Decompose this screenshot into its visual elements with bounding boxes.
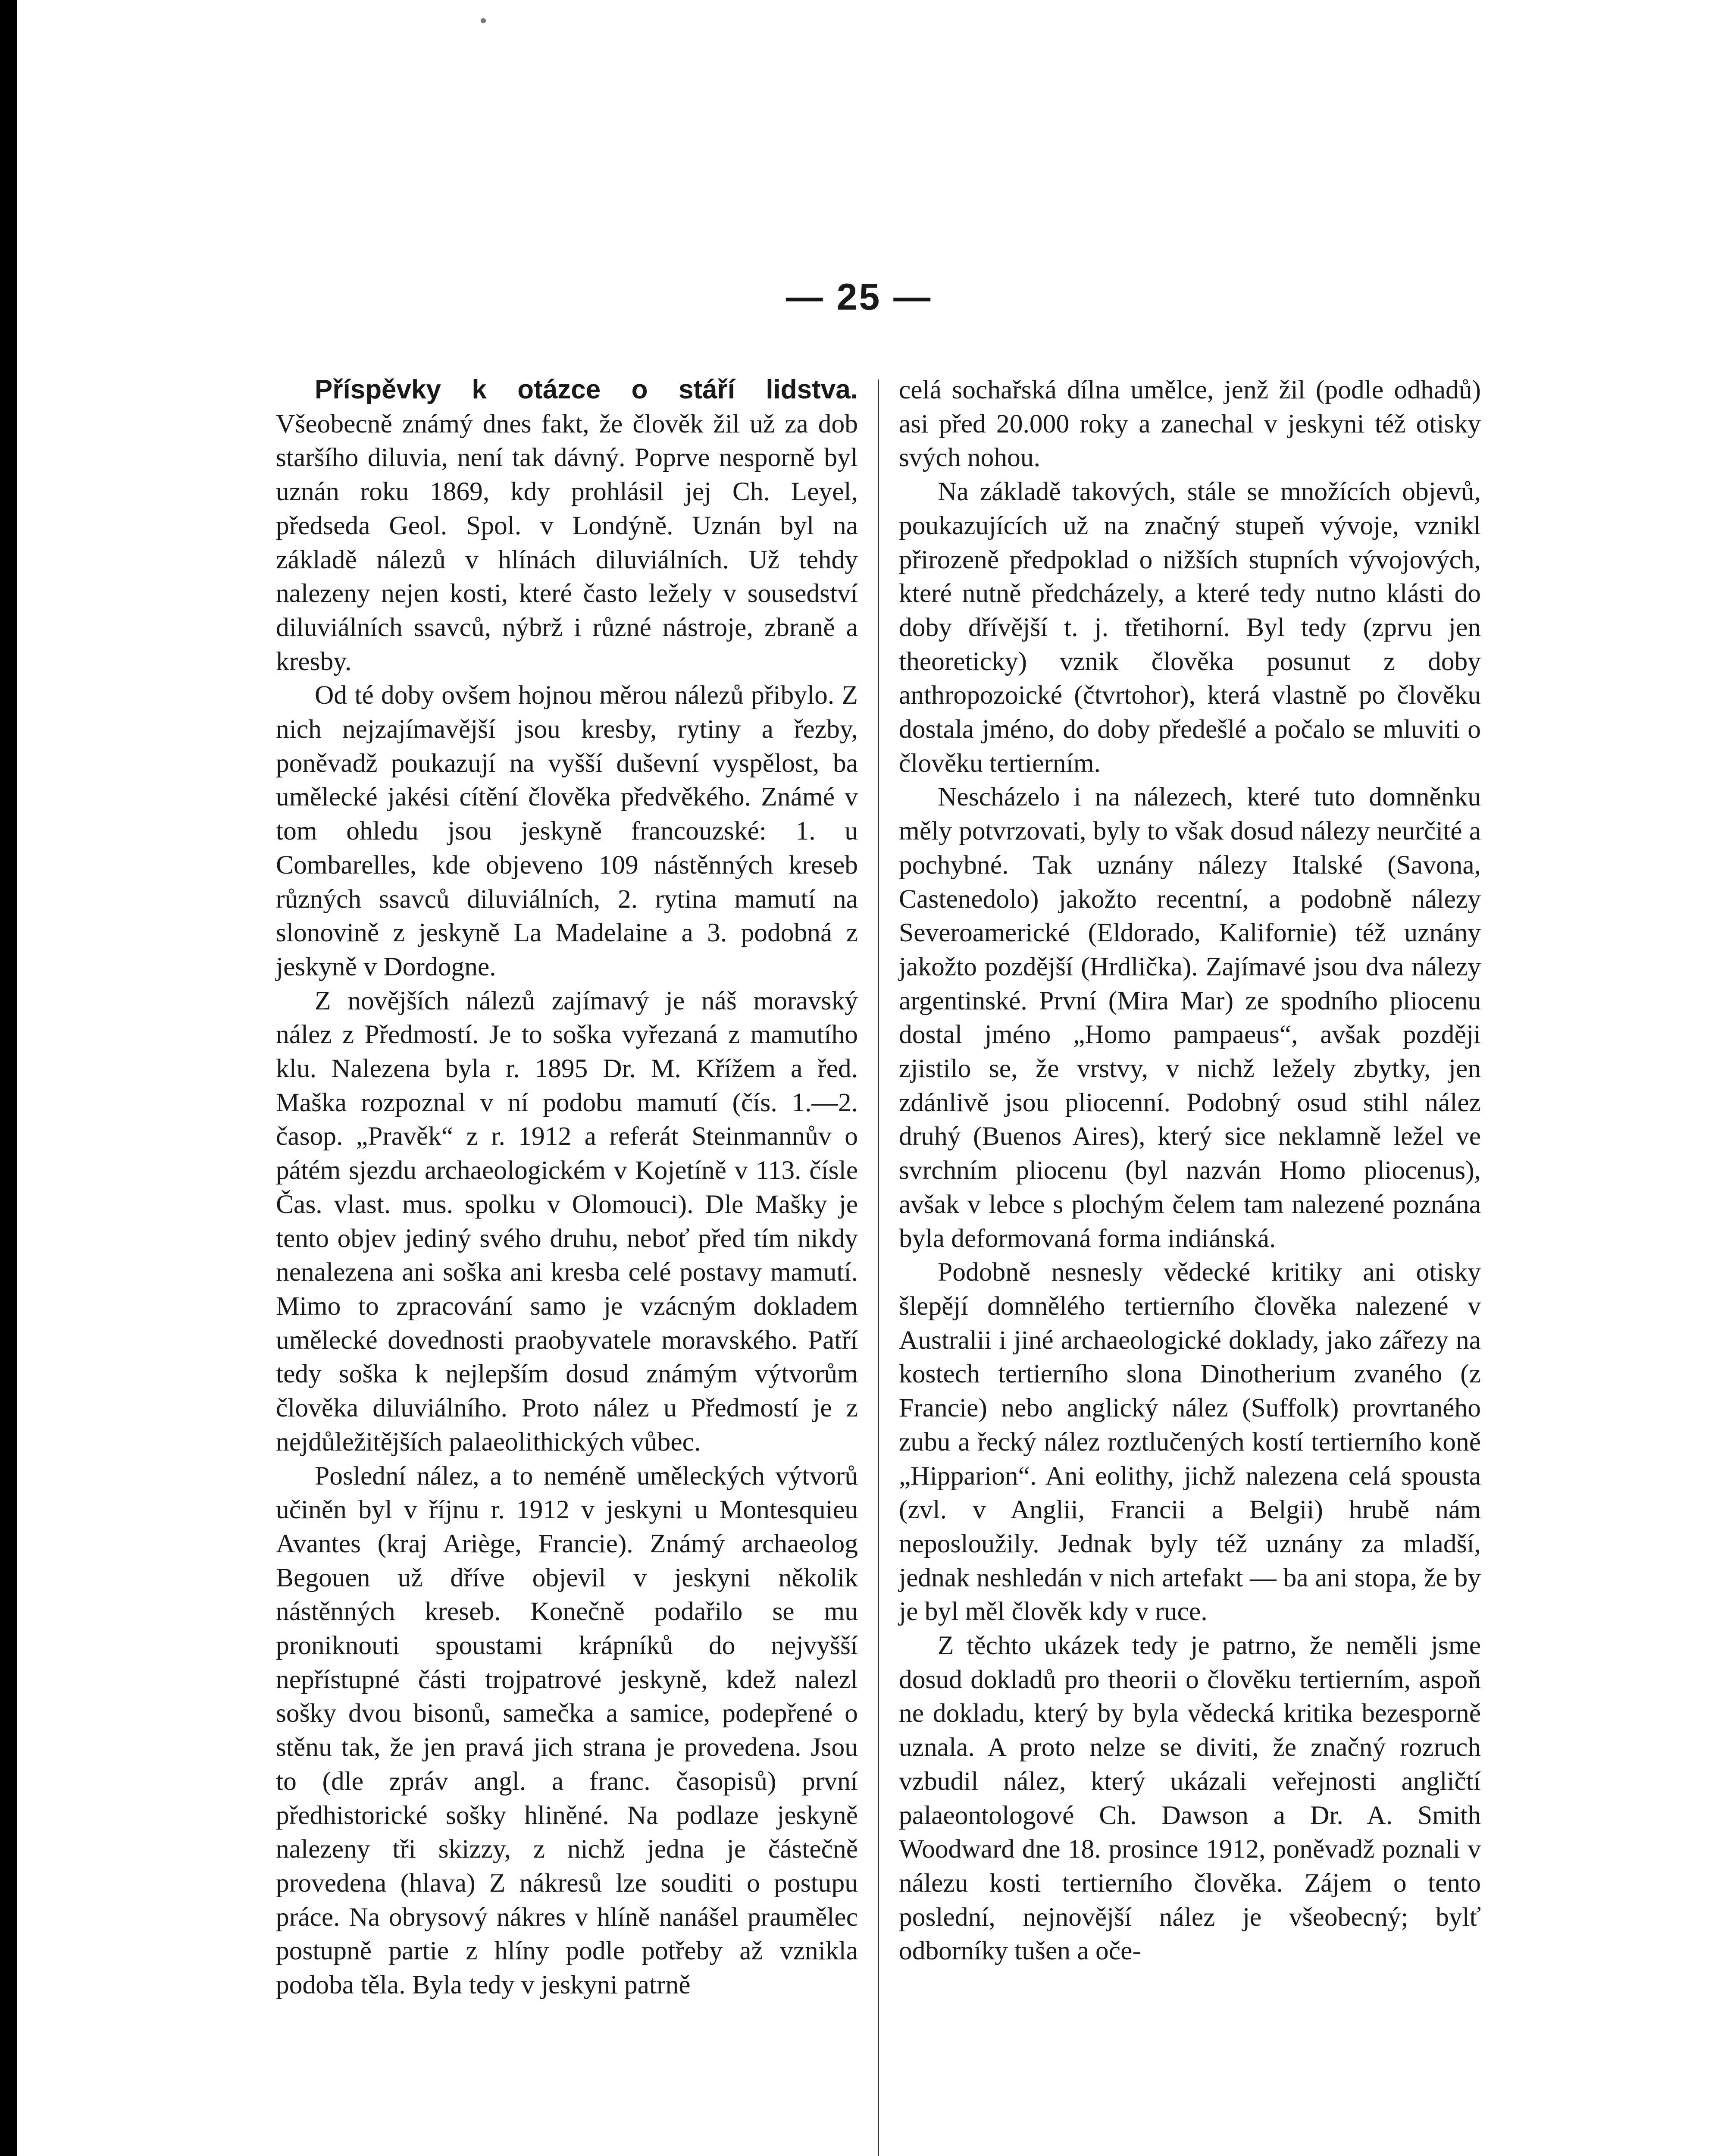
paragraph-4: Poslední nález, a to neméně uměleckých výtvorů učiněn byl v říjnu r. 1912 v jeskyni u Montesquieu Avantes (kraj Ariège, Francie). Známý archaeolog Begouen už dříve objevil v jeskyni několik nástěnných kreseb. Konečně podařilo se mu proniknouti spoustami krápníků do nejvyšší nepřístupné části trojpatrové jeskyně, kdež nalezl sošky dvou bisonů, samečka a samice, podepřené o stěnu tak, že jen pravá jich strana je provedena. Jsou to (dle zpráv angl. a franc. časopisů) první předhistorické sošky hliněné. Na podlaze jeskyně nalezeny tři skizzy, z nichž jedna je částečně provedena (hlava) Z nákresů lze souditi o postupu práce. Na obrysový nákres v hlíně nanášel praumělec postupně partie z hlíny podle potřeby až vznikla podoba těla. Byla tedy v jeskyni patrně: [276, 1461, 858, 2000]
left-column: [276, 373, 858, 2156]
paragraph-8: Podobně nesnesly vědecké kritiky ani otisky šlepějí domnělého tertierního člověka nalezené v Australii i jiné archaeologické doklady, jako zářezy na kostech tertierního slona Dinotherium zvaného (z Francie) nebo anglický nález (Suffolk) provrtaného zubu a řecký nález roztlučených kostí tertierního koně „Hipparion“. Ani eolithy, jichž nalezena celá spousta (zvl. v Anglii, Francii a Belgii) hrubě nám neposloužily. Jednak byly též uznány za mladší, jednak neshledán v nich artefakt — ba ani stopa, že by je byl měl člověk kdy v ruce.: [899, 1257, 1481, 1626]
paragraph-3: Z novějších nálezů zajímavý je náš moravský nález z Předmostí. Je to soška vyřezaná z mamutího klu. Nalezena byla r. 1895 Dr. M. Křížem a řed. Maška rozpoznal v ní podobu mamutí (čís. 1.—2. časop. „Pravěk“ z r. 1912 a referát Steinmannův o pátém sjezdu archaeologickém v Kojetíně v 113. čísle Čas. vlast. mus. spolku v Olomouci). Dle Mašky je tento objev jediný svého druhu, neboť před tím nikdy nenalezena ani soška ani kresba celé postavy mamutí. Mimo to zpracování samo je vzácným dokladem umělecké dovednosti praobyvatele moravského. Patří tedy soška k nejlepším dosud známým výtvorům člověka diluviálního. Proto nález u Předmostí je z nejdůležitějších palaeolithických vůbec.: [276, 986, 858, 1457]
paragraph-7: Nescházelo i na nálezech, které tuto domněnku měly potvrzovati, byly to však dosud nálezy neurčité a pochybné. Tak uznány nálezy Italské (Savona, Castenedolo) jakožto recentní, a podobně nálezy Severoamerické (Eldorado, Kalifornie) též uznány jakožto pozdější (Hrdlička). Zajímavé jsou dva nálezy argentinské. První (Mira Mar) ze spodního pliocenu dostal jméno „Homo pampaeus“, avšak později zjistilo se, že vrstvy, v nichž ležely zbytky, jen zdánlivě jsou pliocenní. Podobný osud stihl nález druhý (Buenos Aires), který sice neklamně ležel ve svrchním pliocenu (byl nazván Homo pliocenus), avšak v lebce s plochým čelem tam nalezené poznána byla deformovaná forma indiánská.: [899, 782, 1481, 1253]
scan-speck: [481, 18, 486, 23]
paragraph-5: celá sochařská dílna umělce, jenž žil (podle odhadů) asi před 20.000 roky a zanechal v jeskyni též otisky svých nohou.: [899, 375, 1481, 473]
right-column: [899, 373, 1481, 2156]
page-number: — 25 —: [785, 276, 933, 318]
article-title: Příspěvky k otázce o stáří lidstva.: [315, 375, 858, 404]
paragraph-9: Z těchto ukázek tedy je patrno, že neměli jsme dosud dokladů pro theorii o člověku tertierním, aspoň ne dokladu, který by byla vědecká kritika bezesporně uznala. A proto nelze se diviti, že značný rozruch vzbudil nález, který ukázali veřejnosti angličtí palaeontologové Ch. Dawson a Dr. A. Smith Woodward dne 18. prosince 1912, poněvadž poznali v nálezu kosti tertierního člověka. Zájem o tento poslední, nejnovější nález je všeobecný; bylť odborníky tušen a oče-: [899, 1631, 1481, 1966]
column-divider: [878, 379, 879, 2156]
paragraph-6: Na základě takových, stále se množících objevů, poukazujících už na značný stupeň vývoje, vznikl přirozeně předpoklad o nižších stupních vývojových, které nutně předcházely, a které tedy nutno klásti do doby dřívější t. j. třetihorní. Byl tedy (zprvu jen theoreticky) vznik člověka posunut z doby anthropozoické (čtvrtohor), která vlastně po člověku dostala jméno, do doby předešlé a počalo se mluviti o člověku tertierním.: [899, 477, 1481, 778]
paragraph-2: Od té doby ovšem hojnou měrou nálezů přibylo. Z nich nejzajímavější jsou kresby, rytiny a řezby, poněvadž poukazují na vyšší duševní vyspělost, ba umělecké jakési cítění člověka předvěkého. Známé v tom ohledu jsou jeskyně francouzské: 1. u Combarelles, kde objeveno 109 nástěnných kreseb různých ssavců diluviálních, 2. rytina mamutí na slonovině z jeskyně La Madelaine a 3. podobná z jeskyně v Dordogne.: [276, 680, 858, 981]
paragraph-1: [276, 373, 858, 678]
scan-edge: [0, 0, 17, 2156]
paragraph-1-text: Všeobecně známý dnes fakt, že člověk žil už za dob staršího diluvia, není tak dávný. Poprve nesporně byl uznán roku 1869, kdy prohlásil jej Ch. Leyel, předseda Geol. Spol. v Londýně. Uznán byl na základě nálezů v hlínách diluviálních. Už tehdy nalezeny nejen kosti, které často ležely v sousedství diluviálních ssavců, nýbrž i různé nástroje, zbraně a kresby.: [276, 409, 858, 676]
